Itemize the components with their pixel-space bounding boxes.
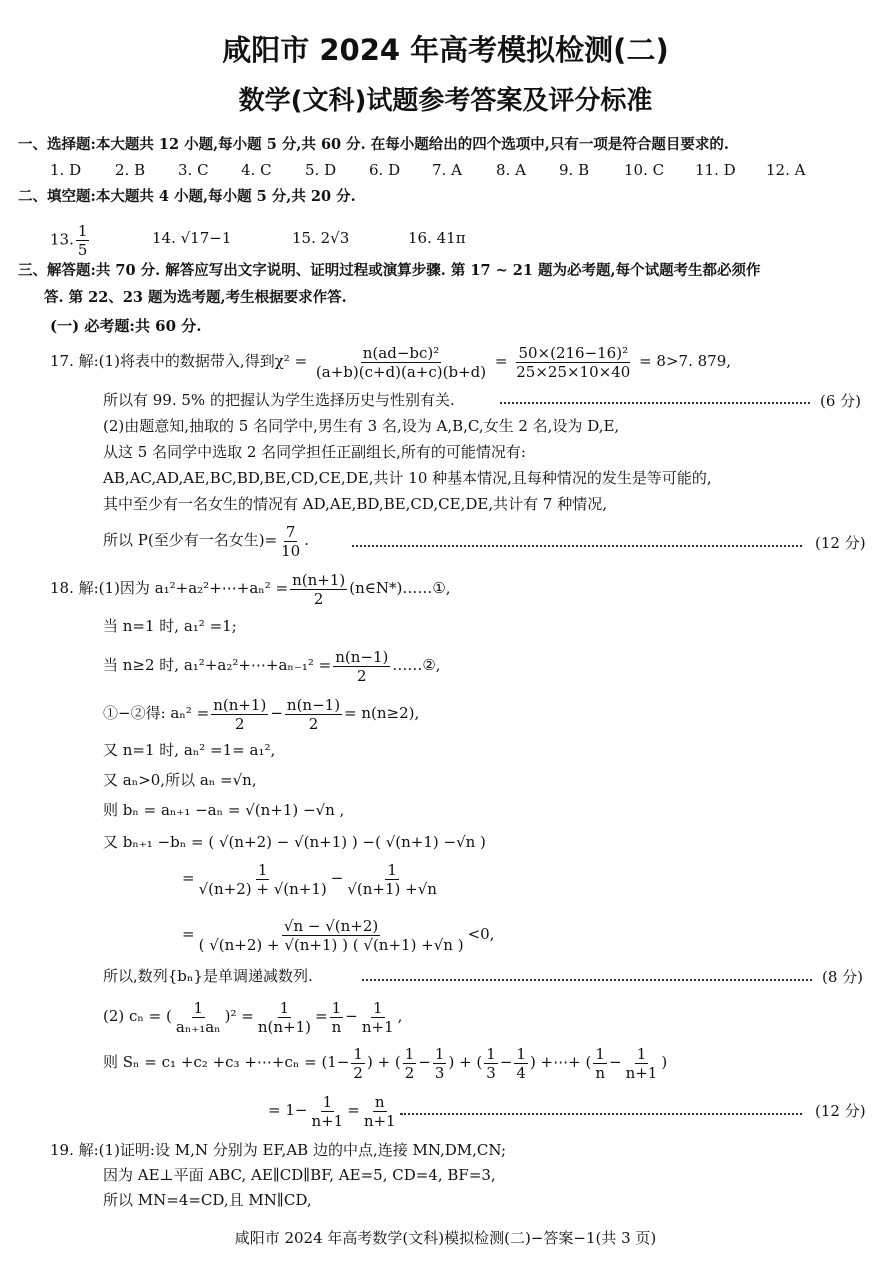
- numerator: n(n+1): [213, 695, 267, 714]
- q17-score-6: (6 分): [820, 392, 862, 410]
- answer-6: 6. D: [369, 161, 401, 179]
- page-footer: 咸阳市 2024 年高考数学(文科)模拟检测(二)−答案−1(共 3 页): [234, 1229, 657, 1247]
- text: .: [304, 531, 310, 549]
- numerator: n(n+1): [292, 570, 346, 589]
- q18-line5: 又 n=1 时, aₙ² =1= a₁²,: [103, 741, 276, 759]
- q19-line1: 19. 解:(1)证明:设 M,N 分别为 EF,AB 边的中点,连接 MN,DM,CN;: [50, 1141, 507, 1159]
- denominator: 3: [486, 1063, 496, 1082]
- text: =: [347, 1101, 360, 1119]
- denominator: aₙ₊₁aₙ: [175, 1017, 221, 1036]
- fill-answer-13: [50, 222, 91, 259]
- numerator: 7: [285, 522, 296, 541]
- fraction: [403, 1045, 417, 1082]
- numerator: 1: [434, 1044, 445, 1063]
- q18-line1: [50, 568, 451, 608]
- q18-score-8: (8 分): [822, 968, 864, 986]
- text: = 8>7. 879,: [639, 352, 732, 370]
- q18-line12: [103, 996, 402, 1036]
- denominator: n+1: [363, 1111, 396, 1130]
- denominator: n: [595, 1063, 605, 1082]
- answer-10: 10. C: [624, 161, 665, 179]
- q18-line13: [103, 1042, 667, 1082]
- text: 所以 P(至少有一名女生)=: [103, 531, 278, 549]
- fraction: [290, 571, 347, 608]
- fraction: [433, 1045, 447, 1082]
- q18-line2: 当 n=1 时, a₁² =1;: [103, 617, 237, 635]
- numerator: 1: [372, 998, 383, 1017]
- denominator: 2: [353, 1063, 363, 1082]
- answer-11: 11. D: [695, 161, 736, 179]
- numerator: n(ad−bc)²: [362, 343, 440, 362]
- numerator: √n − √(n+2): [283, 916, 379, 935]
- denominator: 10: [281, 541, 301, 560]
- numerator: 1: [279, 998, 290, 1017]
- denominator: (a+b)(c+d)(a+c)(b+d): [315, 362, 487, 381]
- text: =: [182, 869, 195, 887]
- denominator: 2: [308, 714, 319, 733]
- fill-answer-14: 14. √17−1: [152, 229, 232, 247]
- fraction: [314, 344, 488, 381]
- answer-1: 1. D: [50, 161, 82, 179]
- text: ①−②得: aₙ² =: [103, 704, 210, 722]
- denominator: 2: [234, 714, 245, 733]
- denominator: n+1: [625, 1063, 658, 1082]
- answer-9: 9. B: [559, 161, 590, 179]
- numerator: 1: [516, 1044, 526, 1063]
- denominator: √(n+1) +√n: [347, 879, 437, 898]
- denominator: 2: [357, 666, 367, 685]
- q18-line4: [103, 693, 419, 733]
- q18-line9: [182, 858, 441, 898]
- fill-answer-15: 15. 2√3: [292, 229, 350, 247]
- q18-line8: 又 bₙ₊₁ −bₙ = ( √(n+2) − √(n+1) ) −( √(n+1) −√n ): [103, 833, 486, 851]
- text: ) + (: [366, 1053, 401, 1071]
- q18-line11: 所以,数列{bₙ}是单调递减数列.: [103, 967, 313, 985]
- q17-line7: [103, 520, 309, 560]
- page-title: 咸阳市 2024 年高考模拟检测(二): [222, 33, 669, 67]
- text: 则 Sₙ = c₁ +c₂ +c₃ +⋯+cₙ = (1−: [103, 1053, 350, 1071]
- fraction: [309, 1093, 345, 1130]
- fraction: [624, 1045, 660, 1082]
- section1-heading: 一、选择题:本大题共 12 小题,每小题 5 分,共 60 分. 在每小题给出的四个选项中,只有一项是符合题目要求的.: [18, 136, 729, 153]
- fraction: [351, 1045, 365, 1082]
- numerator: 1: [77, 222, 88, 240]
- fraction: [593, 1045, 607, 1082]
- text: ……②,: [392, 656, 441, 674]
- denominator: 4: [516, 1063, 526, 1082]
- text: ) + (: [448, 1053, 483, 1071]
- text: = n(n≥2),: [344, 704, 420, 722]
- leader-dots: [400, 1113, 802, 1115]
- numerator: 1: [257, 860, 268, 879]
- q18-line14: [268, 1090, 404, 1130]
- fraction: [197, 861, 329, 898]
- text: −: [418, 1053, 431, 1071]
- section3-heading-line1: 三、解答题:共 70 分. 解答应写出文字说明、证明过程或演算步骤. 第 17 ~ 21 题为必考题,每个试题考生都必须作: [18, 262, 761, 279]
- q17-line5: AB,AC,AD,AE,BC,BD,BE,CD,CE,DE,共计 10 种基本情况,且每种情况的发生是等可能的,: [103, 469, 712, 487]
- denominator: 3: [434, 1063, 445, 1082]
- denominator: ( √(n+2) + √(n+1) ) ( √(n+1) +√n ): [198, 935, 464, 954]
- section3-heading-line2: 答. 第 22、23 题为选考题,考生根据要求作答.: [44, 289, 347, 306]
- numerator: 1: [387, 860, 397, 879]
- q18-line3: [103, 645, 441, 685]
- label-13: 13.: [50, 230, 74, 249]
- text: <0,: [467, 925, 495, 943]
- fill-answer-16: 16. 41π: [408, 229, 466, 247]
- leader-dots: [362, 979, 812, 981]
- denominator: √(n+2) + √(n+1): [198, 879, 327, 898]
- denominator: 5: [77, 241, 88, 259]
- answer-8: 8. A: [496, 161, 526, 179]
- answer-7: 7. A: [432, 161, 462, 179]
- fraction: [330, 999, 344, 1036]
- numerator: 1: [193, 998, 204, 1017]
- page-subtitle: 数学(文科)试题参考答案及评分标准: [238, 86, 653, 116]
- text: ): [661, 1053, 668, 1071]
- text: =: [494, 352, 508, 370]
- numerator: n: [374, 1092, 385, 1111]
- fraction: [360, 999, 396, 1036]
- answer-5: 5. D: [305, 161, 337, 179]
- fraction: [514, 344, 632, 381]
- numerator: 1: [331, 998, 342, 1017]
- fraction: [514, 1045, 528, 1082]
- numerator: 1: [353, 1044, 363, 1063]
- numerator: n(n−1): [286, 695, 341, 714]
- text: )² =: [224, 1007, 254, 1025]
- fraction: [362, 1093, 398, 1130]
- text: 17. 解:(1)将表中的数据带入,得到χ² =: [50, 352, 308, 370]
- fraction: [484, 1045, 498, 1082]
- fraction: [174, 999, 223, 1036]
- text: .: [399, 1101, 405, 1119]
- text: −: [499, 1053, 513, 1071]
- denominator: n+1: [361, 1017, 394, 1036]
- text: ) +⋯+ (: [529, 1053, 592, 1071]
- answer-12: 12. A: [766, 161, 806, 179]
- numerator: 1: [595, 1044, 605, 1063]
- text: =: [315, 1007, 328, 1025]
- q17-line3: (2)由题意知,抽取的 5 名同学中,男生有 3 名,设为 A,B,C,女生 2 名,设为 D,E,: [103, 417, 620, 435]
- text: 当 n≥2 时, a₁²+a₂²+⋯+aₙ₋₁² =: [103, 656, 332, 674]
- answer-2: 2. B: [115, 161, 146, 179]
- numerator: 1: [636, 1044, 647, 1063]
- denominator: n(n+1): [257, 1017, 312, 1036]
- text: = 1−: [268, 1101, 308, 1119]
- fraction: [197, 917, 466, 954]
- q17-line4: 从这 5 名同学中选取 2 名同学担任正副组长,所有的可能情况有:: [103, 443, 526, 461]
- fraction: [211, 696, 268, 733]
- q18-line10: [182, 914, 494, 954]
- fraction: [256, 999, 313, 1036]
- text: −: [270, 704, 283, 722]
- numerator: 50×(216−16)²: [518, 343, 629, 362]
- fraction: [279, 523, 302, 560]
- section2-heading: 二、填空题:本大题共 4 小题,每小题 5 分,共 20 分.: [18, 188, 356, 205]
- q18-score-12: (12 分): [815, 1102, 866, 1120]
- numerator: 1: [486, 1044, 496, 1063]
- numerator: 1: [404, 1044, 415, 1063]
- leader-dots: [500, 402, 810, 404]
- fraction: [345, 861, 439, 898]
- denominator: 25×25×10×40: [516, 362, 631, 381]
- text: ,: [397, 1007, 403, 1025]
- q18-line7: 则 bₙ = aₙ₊₁ −aₙ = √(n+1) −√n ,: [103, 801, 345, 819]
- text: 18. 解:(1)因为 a₁²+a₂²+⋯+aₙ² =: [50, 579, 289, 597]
- answer-3: 3. C: [178, 161, 209, 179]
- denominator: 2: [404, 1063, 415, 1082]
- fraction: [76, 222, 90, 259]
- fraction: [333, 648, 390, 685]
- q18-line6: 又 aₙ>0,所以 aₙ =√n,: [103, 771, 257, 789]
- answer-4: 4. C: [241, 161, 272, 179]
- q17-line6: 其中至少有一名女生的情况有 AD,AE,BD,BE,CD,CE,DE,共计有 7 种情况,: [103, 495, 607, 513]
- numerator: 1: [322, 1092, 333, 1111]
- q19-line3: 所以 MN=4=CD,且 MN∥CD,: [103, 1191, 312, 1209]
- text: −: [345, 1007, 358, 1025]
- text: =: [182, 925, 195, 943]
- denominator: n+1: [311, 1111, 344, 1130]
- denominator: 2: [313, 589, 324, 608]
- text: −: [609, 1053, 622, 1071]
- q17-line2: 所以有 99. 5% 的把握认为学生选择历史与性别有关.: [103, 391, 455, 409]
- section3-subheading: (一) 必考题:共 60 分.: [50, 317, 202, 335]
- text: (n∈N*)……①,: [349, 579, 451, 597]
- text: −: [330, 869, 344, 887]
- q17-line1: [50, 341, 731, 381]
- q19-line2: 因为 AE⊥平面 ABC, AE∥CD∥BF, AE=5, CD=4, BF=3,: [103, 1166, 496, 1184]
- q17-score-12: (12 分): [815, 534, 866, 552]
- denominator: n: [331, 1017, 342, 1036]
- numerator: n(n−1): [335, 647, 389, 666]
- leader-dots: [352, 545, 802, 547]
- text: (2) cₙ = (: [103, 1007, 172, 1025]
- fraction: [285, 696, 342, 733]
